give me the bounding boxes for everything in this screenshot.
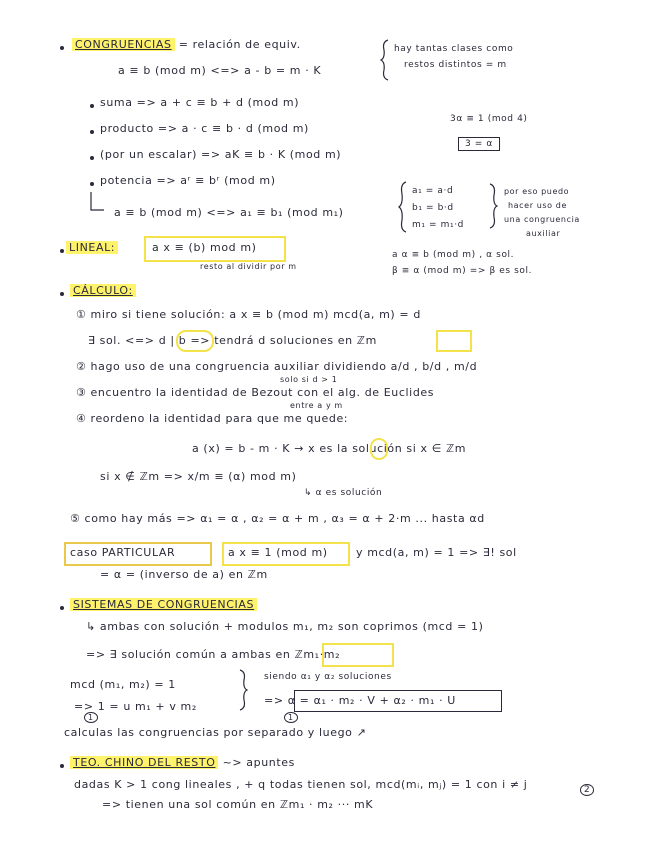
side-example-eq: 3α ≡ 1 (mod 4) xyxy=(450,114,528,124)
teo-line-2: => tienen una sol común en ℤm₁ · m₂ ··· mK xyxy=(102,798,374,811)
side-note-2: hacer uso de xyxy=(508,201,568,210)
lineal-eq: a x ≡ (b) mod m) xyxy=(152,241,257,254)
brace xyxy=(488,184,498,228)
note-classes: hay tantas clases como xyxy=(394,44,514,54)
calculo-step-3: ③ encuentro la identidad de Bezout con el alg. de Euclides xyxy=(76,386,435,399)
calculo-step-1: ① miro si tiene solución: a x ≡ b (mod m) mcd(a, m) = d xyxy=(76,308,421,321)
bullet xyxy=(90,104,94,108)
sys-line-1: a₁ = a·d xyxy=(412,186,454,196)
caso-rest: y mcd(a, m) = 1 => ∃! sol xyxy=(356,546,517,559)
calculo-step-4c: ↳ α es solución xyxy=(304,488,383,498)
zm-box xyxy=(436,330,472,352)
lineal-right-2: β ≡ α (mod m) => β es sol. xyxy=(392,266,533,276)
calculo-step-2-note: solo si d > 1 xyxy=(280,375,338,384)
bullet xyxy=(60,249,64,253)
lineal-resto-note: resto al dividir por m xyxy=(200,262,297,271)
x-highlight xyxy=(370,438,388,460)
sys-line-3: m₁ = m₁·d xyxy=(412,220,464,230)
sistemas-line-2: => ∃ solución común a ambas en ℤm₁·m₂ xyxy=(86,648,341,661)
calculo-title: CÁLCULO: xyxy=(70,284,136,297)
bullet xyxy=(60,606,64,610)
calculo-step-1b: ∃ sol. <=> d | b => tendrá d soluciones en ℤm xyxy=(88,334,377,347)
side-example-box: 3 = α xyxy=(458,137,500,151)
calculo-step-4b: si x ∉ ℤm => x/m ≡ (α) mod m) xyxy=(100,470,297,483)
sistemas-line-5: calculas las congruencias por separado y luego ↗ xyxy=(64,726,367,739)
calculo-step-3-note: entre a y m xyxy=(290,401,343,410)
bullet xyxy=(90,182,94,186)
side-note-4: auxiliar xyxy=(526,229,561,238)
lineal-right-1: a α ≡ b (mod m) , α sol. xyxy=(392,250,515,260)
brace xyxy=(398,182,408,232)
note-restos: restos distintos = m xyxy=(404,60,507,70)
prop-suma: suma => a + c ≡ b + d (mod m) xyxy=(100,96,300,109)
page-number: 2 xyxy=(580,784,594,796)
teo-line-1: dadas K > 1 cong lineales , + q todas tienen sol, mcd(mᵢ, mⱼ) = 1 con i ≠ j xyxy=(74,778,528,791)
prop-potencia: potencia => aʳ ≡ bʳ (mod m) xyxy=(100,174,276,187)
side-note-1: por eso puedo xyxy=(504,187,570,196)
hook-arrow xyxy=(88,192,108,216)
sistemas-title: SISTEMAS DE CONGRUENCIAS xyxy=(70,598,257,611)
side-note-3: una congruencia xyxy=(504,215,580,224)
congruence-definition: a ≡ b (mod m) <=> a - b = m · K xyxy=(118,64,322,77)
caso-line-2: = α = (inverso de a) en ℤm xyxy=(100,568,268,581)
bullet xyxy=(60,46,64,50)
sistemas-line-4-right: => α = α₁ · m₂ · V + α₂ · m₁ · U xyxy=(264,694,456,707)
bullet xyxy=(60,764,64,768)
brace xyxy=(238,670,248,710)
calculo-step-4-eq: a (x) = b - m · K → x es la solución si x ∈ ℤm xyxy=(192,442,467,455)
calculo-step-4: ④ reordeno la identidad para que me quede: xyxy=(76,412,349,425)
brace xyxy=(380,40,390,80)
divides-box xyxy=(176,330,214,352)
prop-producto: producto => a · c ≡ b · d (mod m) xyxy=(100,122,309,135)
caso-eq: a x ≡ 1 (mod m) xyxy=(228,546,328,559)
bullet xyxy=(60,292,64,296)
calculo-step-2: ② hago uso de una congruencia auxiliar dividiendo a/d , b/d , m/d xyxy=(76,360,478,373)
circle-1-left: 1 xyxy=(84,712,98,723)
sys-line-2: b₁ = b·d xyxy=(412,203,454,213)
sistemas-line-3-right: siendo α₁ y α₂ soluciones xyxy=(264,672,392,682)
prop-escalar: (por un escalar) => aK ≡ b · K (mod m) xyxy=(100,148,342,161)
bullet xyxy=(90,130,94,134)
sistemas-line-3: mcd (m₁, m₂) = 1 xyxy=(70,678,176,691)
sistemas-line-4: => 1 = u m₁ + v m₂ xyxy=(74,700,197,713)
prop-divide: a ≡ b (mod m) <=> a₁ ≡ b₁ (mod m₁) xyxy=(114,206,344,219)
lineal-label: LINEAL: xyxy=(66,241,118,254)
section-congruencias-title: CONGRUENCIAS = relación de equiv. xyxy=(72,38,301,51)
zm1m2-box xyxy=(322,643,394,667)
calculo-step-5: ⑤ como hay más => α₁ = α , α₂ = α + m , α₃ = α + 2·m ... hasta αd xyxy=(70,512,485,525)
sistemas-line-1: ↳ ambas con solución + modulos m₁, m₂ son coprimos (mcd = 1) xyxy=(86,620,484,633)
bullet xyxy=(90,156,94,160)
circle-1-right: 1 xyxy=(284,712,298,723)
caso-particular-label: caso PARTICULAR xyxy=(70,546,176,559)
teo-chino-title: TEO. CHINO DEL RESTO ~> apuntes xyxy=(70,756,295,769)
